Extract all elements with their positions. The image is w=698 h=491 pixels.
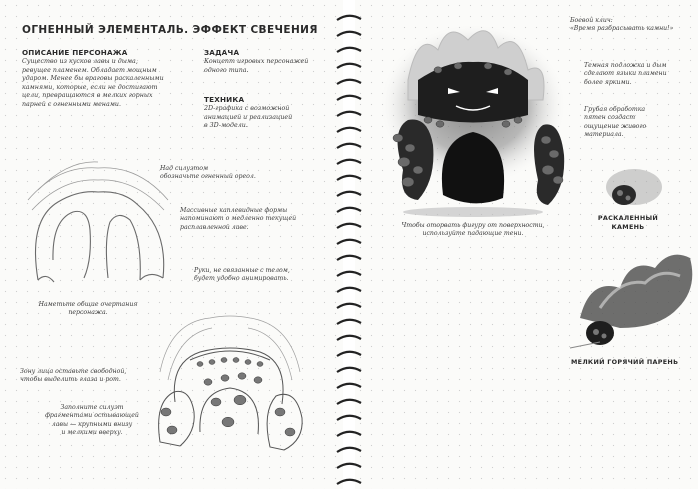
lava-pebble xyxy=(424,117,432,123)
lava-pebble xyxy=(234,395,246,405)
lava-pebble xyxy=(245,360,251,365)
spiral-ring xyxy=(336,440,362,449)
lava-pebble xyxy=(502,121,510,127)
label-hot-stone: РАСКАЛЕННЫЙ КАМЕНЬ xyxy=(597,214,659,231)
spiral-ring xyxy=(336,344,362,353)
lava-pebble xyxy=(393,134,403,142)
spiral-ring xyxy=(336,56,362,65)
lava-fill-sketch xyxy=(150,312,310,462)
lava-pebble xyxy=(197,362,203,367)
lava-pebble xyxy=(434,67,442,73)
lava-pebble xyxy=(504,69,512,75)
technique-heading: ТЕХНИКА xyxy=(204,95,245,104)
note-dark-bg: Темная подложка и дым сделают языки пламени более яркими. xyxy=(584,62,667,86)
spiral-ring xyxy=(336,424,362,433)
spiral-ring xyxy=(336,88,362,97)
spiral-ring xyxy=(336,392,362,401)
lava-pebble xyxy=(222,417,234,427)
lava-pebble xyxy=(285,428,295,436)
task-text: Концепт игровых персонажей одного типа. xyxy=(204,58,309,74)
fire-elemental-illustration xyxy=(378,20,568,220)
note-tear-off: Чтобы оторвать фигуру от поверхности, используйте падающие тени. xyxy=(401,222,545,238)
lava-pebble xyxy=(257,362,263,367)
lava-pebble xyxy=(211,398,221,406)
spiral-ring xyxy=(336,168,362,177)
lava-pebble xyxy=(514,117,522,123)
spiral-ring xyxy=(336,40,362,49)
spiral-ring xyxy=(336,296,362,305)
note-face-zone: Зону лица оставьте свободной, чтобы выделить глаза и рот. xyxy=(20,368,127,384)
technique-text: 2D-графика с возможной анимацией и реализацией в 3D-модели. xyxy=(204,105,293,130)
note-outline: Наметьте общие очертания персонажа. xyxy=(38,301,138,317)
spiral-ring xyxy=(336,280,362,289)
outline-sketch xyxy=(18,160,178,300)
lava-pebble xyxy=(553,176,563,184)
lava-pebble xyxy=(167,426,177,434)
spiral-ring xyxy=(336,120,362,129)
lava-pebble xyxy=(161,408,171,416)
lava-pebble xyxy=(204,379,212,385)
spiral-ring xyxy=(336,152,362,161)
lava-pebble xyxy=(238,373,246,379)
spiral-ring xyxy=(336,200,362,209)
lava-pebble xyxy=(436,121,444,127)
lava-pebble xyxy=(398,157,410,167)
lava-pebble xyxy=(209,360,215,365)
spiral-ring xyxy=(336,360,362,369)
lava-pebble xyxy=(454,63,462,69)
spiral-ring xyxy=(336,328,362,337)
lava-pebble xyxy=(402,177,414,187)
lava-pebble xyxy=(413,166,423,174)
small-hot-guy-illustration xyxy=(560,248,698,356)
hot-stone-illustration xyxy=(600,165,662,215)
page-title: ОГНЕННЫЙ ЭЛЕМЕНТАЛЬ. ЭФФЕКТ СВЕЧЕНИЯ xyxy=(22,24,318,36)
lava-pebble xyxy=(542,165,554,175)
spiral-ring xyxy=(336,456,362,465)
description-text: Существо из кусков лавы и дыма, ревущее пламенем. Обладает мощным ударом. Менее бы враговы раскаленными камнями, которые, если не достигают цели, превращаются в мелких горных парней с огненными менами. xyxy=(22,58,164,108)
note-flame-aura: Над силуэтом обозначьте огненный ореол. xyxy=(160,165,256,181)
label-small-guy: МЕЛКИЙ ГОРЯЧИЙ ПАРЕНЬ xyxy=(571,358,679,366)
lava-pebble xyxy=(275,408,285,416)
spiral-ring xyxy=(336,472,362,481)
lava-pebble xyxy=(221,375,229,381)
spiral-ring xyxy=(336,264,362,273)
spiral-ring xyxy=(336,232,362,241)
spiral-ring xyxy=(336,376,362,385)
note-drop-shapes: Массивные каплевидные формы напоминают о медленно текущей расплавленной лаве. xyxy=(180,207,297,231)
task-heading: ЗАДАЧА xyxy=(204,48,240,57)
spiral-ring xyxy=(336,408,362,417)
lava-pebble xyxy=(254,377,262,383)
lava-pebble xyxy=(549,150,559,158)
lava-pebble xyxy=(221,358,227,363)
spiral-ring xyxy=(336,184,362,193)
spiral-ring xyxy=(336,216,362,225)
spiral-ring xyxy=(336,24,362,33)
spiral-ring xyxy=(336,136,362,145)
spiral-ring xyxy=(336,8,362,17)
lava-pebble xyxy=(233,358,239,363)
lava-pebble xyxy=(405,144,415,152)
spiral-ring xyxy=(336,72,362,81)
note-hands: Руки, не связанные с телом, будет удобно анимировать. xyxy=(194,267,290,283)
description-heading: ОПИСАНИЕ ПЕРСОНАЖА xyxy=(22,48,128,57)
battle-cry: Боевой клич: «Время разбрасывать камни!» xyxy=(570,17,674,33)
note-fill: Заполните силуэт фрагментами остывающей лавы — крупными внизу и мелкими вверху. xyxy=(45,404,139,437)
spiral-ring xyxy=(336,104,362,113)
lava-pebble xyxy=(541,136,551,144)
lava-pebble xyxy=(484,63,492,69)
note-rough: Грубая обработка пятен создаст ощущение живого материала. xyxy=(584,106,647,139)
spiral-ring xyxy=(336,248,362,257)
spiral-ring xyxy=(336,312,362,321)
